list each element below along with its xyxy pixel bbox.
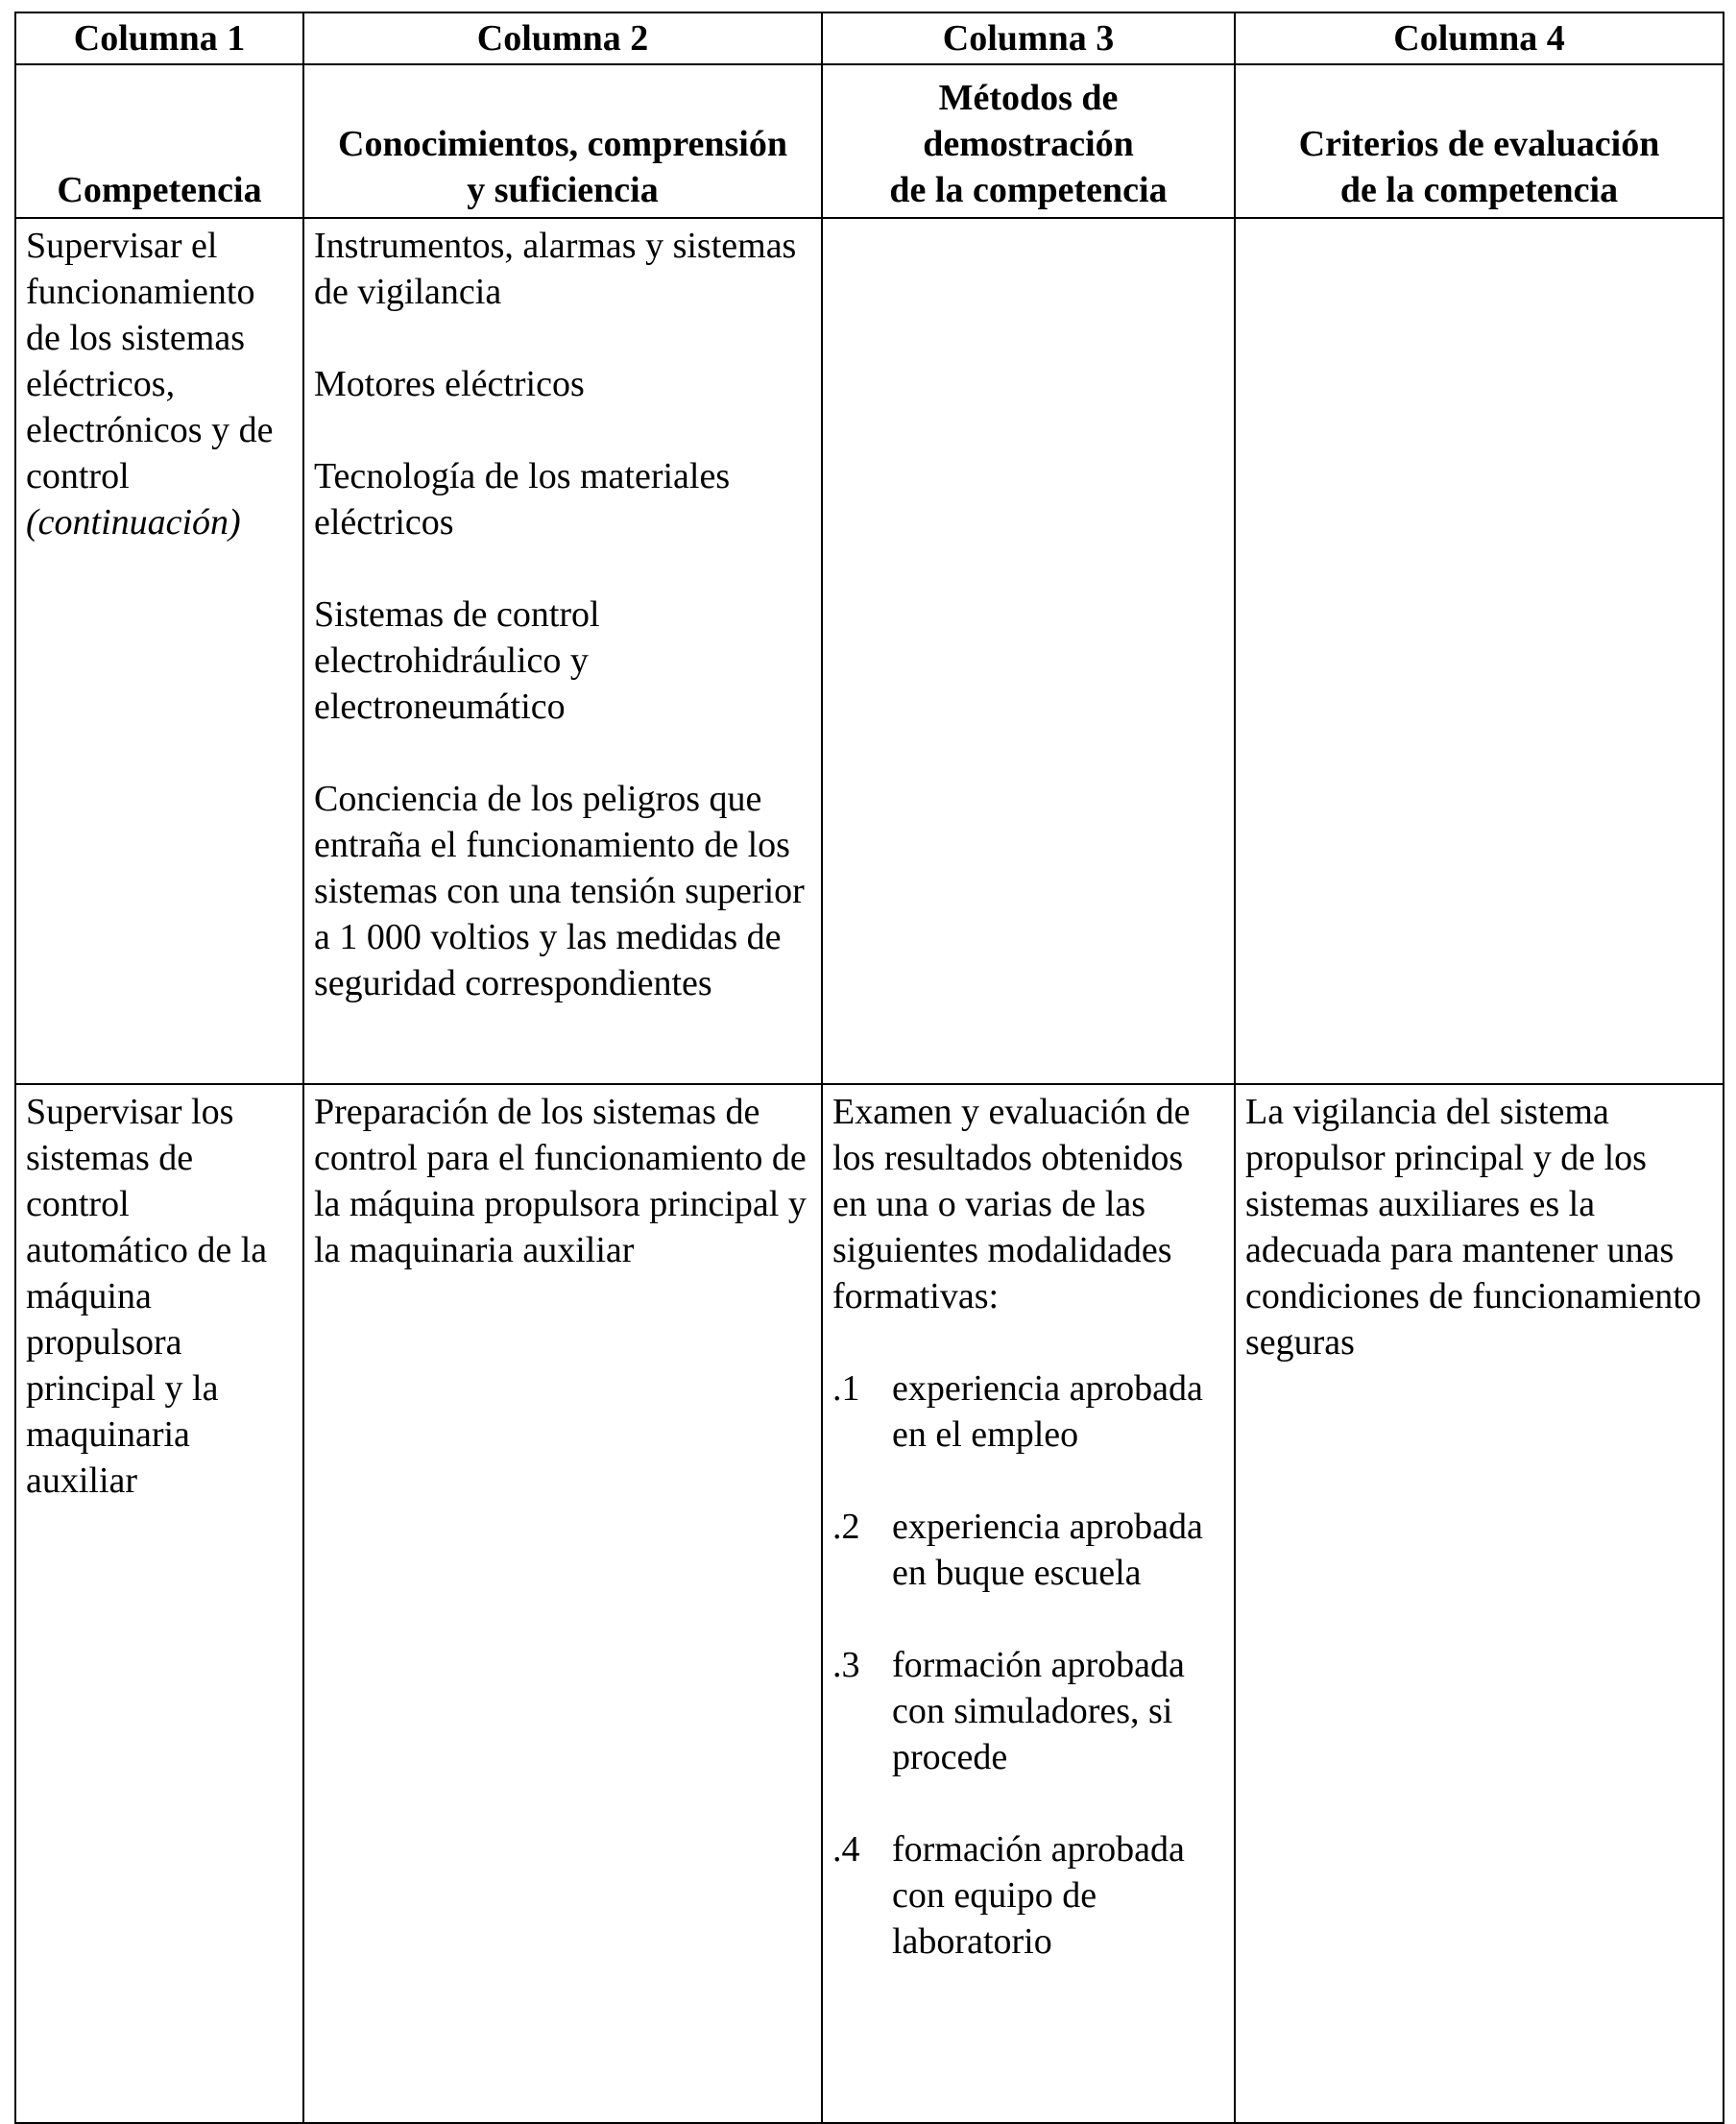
competencia-cell (15, 218, 303, 1084)
competencia-cell (15, 1084, 303, 2123)
metodos-cell (822, 1084, 1235, 2123)
table-row (15, 1084, 1724, 2123)
continuation-note: (continuación) (26, 502, 241, 543)
table-row (15, 218, 1724, 1084)
list-item-number: .4 (832, 1829, 860, 1870)
knowledge-item: Conciencia de los peligros que entraña el funcionamiento de los sistemas con una tensión superior a 1 000 voltios y las medidas de seguridad correspondientes (314, 779, 805, 1003)
criterios-cell (1235, 1084, 1724, 2123)
column-number-1: Columna 1 (15, 12, 303, 64)
list-item-number: .2 (832, 1507, 860, 1547)
list-item-number: .3 (832, 1645, 860, 1685)
list-item (832, 1365, 1224, 1458)
list-item-text: formación aprobada con simuladores, si procede (892, 1645, 1185, 1777)
header-conocimientos-line-2: y suficiencia (467, 170, 659, 210)
column-number-row (15, 12, 1724, 64)
list-item-text: experiencia aprobada en buque escuela (892, 1507, 1203, 1593)
knowledge-item: Preparación de los sistemas de control para el funcionamiento de la máquina propulsora principal y la maquinaria auxiliar (314, 1092, 807, 1270)
competencia-text: Supervisar el funcionamiento de los sistemas eléctricos, electrónicos y de control (26, 226, 274, 496)
header-criterios-line-2: de la competencia (1339, 170, 1619, 210)
metodos-cell (822, 218, 1235, 1084)
column-header-row (15, 64, 1724, 218)
column-number-4: Columna 4 (1235, 12, 1724, 64)
conocimientos-cell (303, 1084, 822, 2123)
column-number-2: Columna 2 (303, 12, 822, 64)
criterios-text: La vigilancia del sistema propulsor principal y de los sistemas auxiliares es la adecuada para mantener unas condiciones de funcionamiento seguras (1245, 1092, 1701, 1363)
header-criterios-line-1: Criterios de evaluación (1298, 124, 1660, 164)
list-item-number: .1 (832, 1368, 860, 1409)
knowledge-item: Sistemas de control electrohidráulico y electroneumático (314, 594, 600, 727)
criterios-cell (1235, 218, 1724, 1084)
header-conocimientos (303, 64, 822, 218)
header-conocimientos-line-1: Conocimientos, comprensión (338, 124, 787, 164)
knowledge-item: Instrumentos, alarmas y sistemas de vigilancia (314, 226, 797, 312)
metodos-intro: Examen y evaluación de los resultados obtenidos en una o varias de las siguientes modalidades formativas: (832, 1092, 1191, 1316)
knowledge-item: Motores eléctricos (314, 364, 585, 404)
competencia-text: Supervisar los sistemas de control automático de la máquina propulsora principal y la maquinaria auxiliar (26, 1092, 268, 1501)
header-metodos-line-3: de la competencia (889, 170, 1168, 210)
list-item-text: formación aprobada con equipo de laboratorio (892, 1829, 1185, 1962)
column-number-3: Columna 3 (822, 12, 1235, 64)
header-metodos-line-1: Métodos de (938, 78, 1119, 118)
competence-table (14, 12, 1724, 2124)
knowledge-item: Tecnología de los materiales eléctricos (314, 456, 731, 543)
list-item (832, 1826, 1224, 1965)
list-item (832, 1504, 1224, 1596)
header-criterios (1235, 64, 1724, 218)
header-metodos-line-2: demostración (923, 124, 1134, 164)
header-competencia: Competencia (15, 64, 303, 218)
list-item-text: experiencia aprobada en el empleo (892, 1368, 1203, 1455)
list-item (832, 1642, 1224, 1780)
conocimientos-cell (303, 218, 822, 1084)
header-metodos (822, 64, 1235, 218)
